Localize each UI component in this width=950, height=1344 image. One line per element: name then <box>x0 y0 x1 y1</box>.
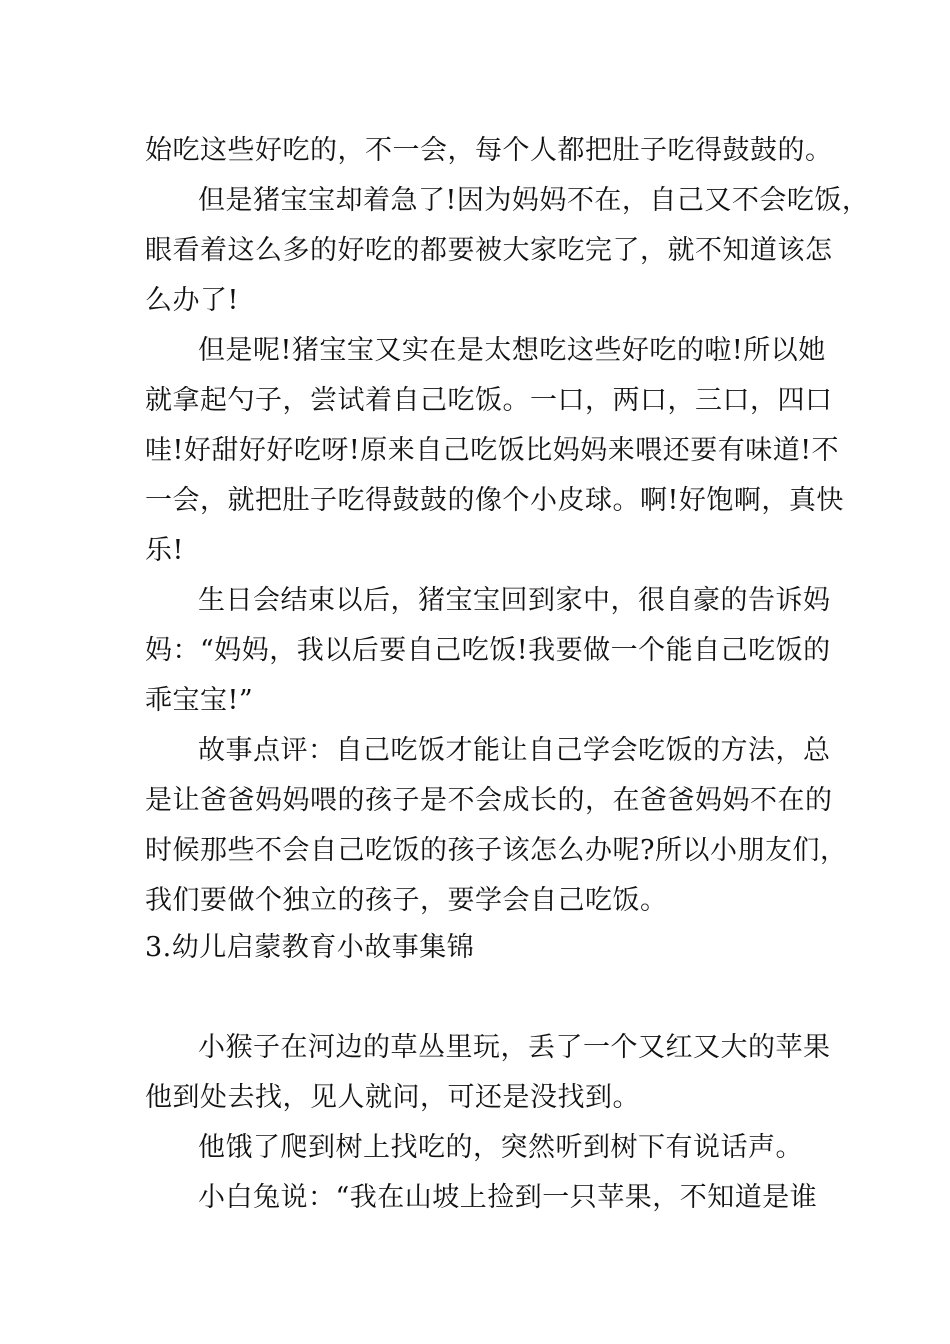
text-line: 我们要做个独立的孩子，要学会自己吃饭。 <box>145 885 668 916</box>
text-line: 始吃这些好吃的，不一会，每个人都把肚子吃得鼓鼓的。 <box>145 135 833 166</box>
paragraph-start: 故事点评：自己吃饭才能让自己学会吃饭的方法，总 <box>198 735 831 766</box>
paragraph-start: 他饿了爬到树上找吃的，突然听到树下有说话声。 <box>198 1132 803 1163</box>
text-line: 哇!好甜好好吃呀!原来自己吃饭比妈妈来喂还要有味道!不 <box>145 435 840 466</box>
text-line: 眼看着这么多的好吃的都要被大家吃完了，就不知道该怎 <box>145 235 833 266</box>
text-line: 乖宝宝!” <box>145 685 254 716</box>
text-line: 妈：“妈妈，我以后要自己吃饭!我要做一个能自己吃饭的 <box>145 635 831 666</box>
paragraph-start: 但是呢!猪宝宝又实在是太想吃这些好吃的啦!所以她 <box>198 335 826 366</box>
text-line: 一会，就把肚子吃得鼓鼓的像个小皮球。啊!好饱啊，真快 <box>145 485 844 516</box>
text-line: 就拿起勺子，尝试着自己吃饭。一口，两口，三口，四口 <box>145 385 833 416</box>
section-heading: 3.幼儿启蒙教育小故事集锦 <box>145 932 475 963</box>
paragraph-start: 但是猪宝宝却着急了!因为妈妈不在，自己又不会吃饭， <box>198 185 870 216</box>
text-line: 他到处去找，见人就问，可还是没找到。 <box>145 1082 640 1113</box>
text-line: 时候那些不会自己吃饭的孩子该怎么办呢?所以小朋友们， <box>145 835 848 866</box>
paragraph-start: 小猴子在河边的草丛里玩，丢了一个又红又大的苹果 <box>198 1032 831 1063</box>
text-line: 乐! <box>145 535 184 566</box>
text-line: 是让爸爸妈妈喂的孩子是不会成长的，在爸爸妈妈不在的 <box>145 785 833 816</box>
text-line: 么办了! <box>145 285 239 316</box>
paragraph-start: 小白兔说：“我在山坡上捡到一只苹果，不知道是谁 <box>198 1182 818 1213</box>
paragraph-start: 生日会结束以后，猪宝宝回到家中，很自豪的告诉妈 <box>198 585 831 616</box>
